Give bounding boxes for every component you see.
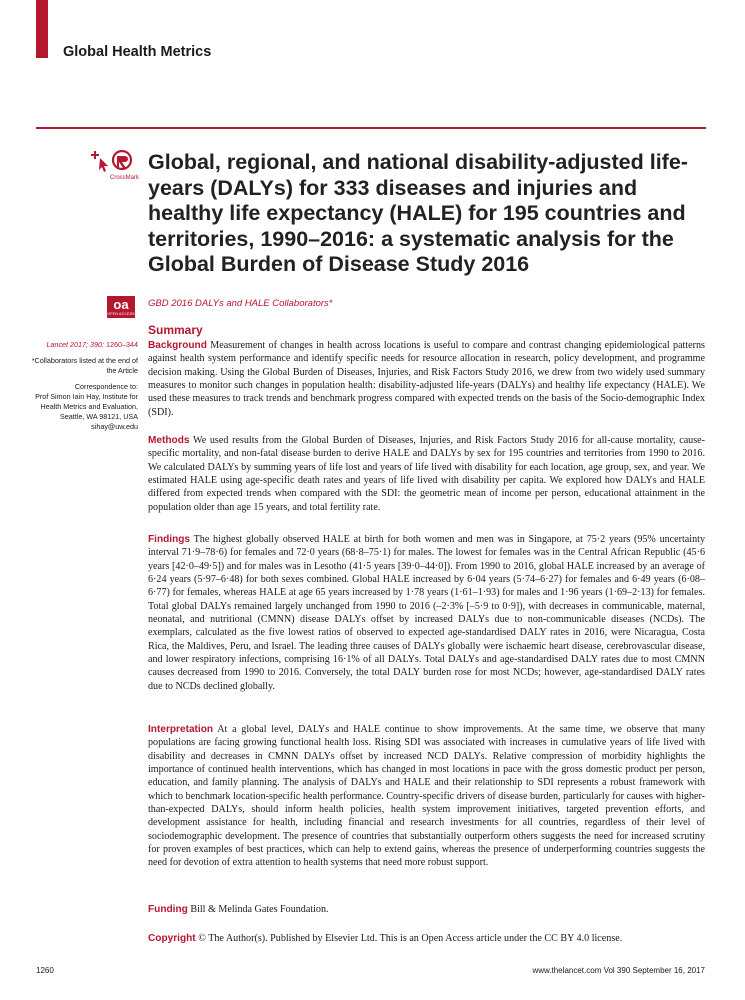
journal-footer[interactable]: www.thelancet.com Vol 390 September 16, 2017: [532, 966, 705, 975]
background-label: Background: [148, 340, 207, 351]
crossmark-label: CrossMark: [110, 175, 140, 181]
findings-paragraph: [148, 533, 705, 693]
funding-text: Bill & Melinda Gates Foundation.: [187, 904, 329, 915]
collaborators-note: *Collaborators listed at the end of the Article: [31, 356, 138, 375]
sidebar-notes: [20, 340, 138, 438]
author-list[interactable]: GBD 2016 DALYs and HALE Collaborators*: [148, 298, 333, 309]
background-text: Measurement of changes in health across locations is useful to compare and contrast changing epidemiological patterns against health system performance and identify specific needs for resource allocation in research, policy development, and programme decision making. Using the Global Burden of Diseases, Injuries, and Risk Factors Study 2016, we drew from two widely used summary measures to monitor such changes in population health: disability-adjusted life-years (DALYs) and healthy life expectancy (HALE). We used these measures to track trends and benchmark progress compared with expected trends on the basis of the Socio-demographic Index (SDI).: [148, 340, 705, 418]
findings-text: The highest globally observed HALE at birth for both women and men was in Singapore, at 75·2 years (95% uncertainty interval 71·9–78·6) for females and 72·0 years (68·8–75·1) for males. The lowest for females was in the Central African Republic (45·6 years [42·0–49·5]) and for males was in Lesotho (41·5 years [39·0–44·0]). From 1990 to 2016, global HALE increased by an average of 6·24 years (5·97–6·48) for both sexes combined. Global HALE increased by 6·04 years (5·74–6·27) for females and 6·49 years (6·08–6·77) for females, whereas HALE at age 65 years increased by 1·78 years (1·61–1·93) for males and 1·96 years (1·69–2·13) for females. Total global DALYs remained largely unchanged from 1990 to 2016 (–2·3% [–5·9 to 0·9]), with decreases in communicable, maternal, neonatal, and nutritional (CMNN) disease DALYs offset by increased DALYs due to non-communicable diseases (NCDs). The exemplars, calculated as the five lowest ratios of observed to expected age-standardised DALY rates in 2016, were Nicaragua, Costa Rica, the Maldives, Peru, and Israel. The leading three causes of DALYs globally were ischaemic heart disease, cerebrovascular disease, and lower respiratory infections, comprising 16·1% of all DALYs. Total DALYs and age-standardised DALY rates due to most CMNN causes decreased from 1990 to 2016. Conversely, the total DALY burden rose for most NCDs; however, age-standardised DALY rates due to NCDs declined globally.: [148, 534, 705, 692]
findings-label: Findings: [148, 534, 191, 545]
interpretation-text: At a global level, DALYs and HALE continue to show improvements. At the same time, we observe that many populations are facing growing functional health loss. Rising SDI was associated with increases in cumulative years of life lived with disability and decreases in CMNN DALYs offset by increased NCD DALYs. Relative compression of morbidity highlights the importance of continued health interventions, which has changed in most locations in pace with the gross domestic product per person, education, and family planning. The analysis of DALYs and HALE and their relationship to SDI represents a robust framework with which to benchmark location-specific health performance. Country-specific drivers of disease burden, particularly for causes with higher-than-expected DALYs, should inform health policies, health system improvement initiatives, targeted prevention efforts, and development assistance for health, including financial and research investments for all countries, regardless of their level of sociodemographic development. The presence of countries that substantially outperform others suggests the need for increased scrutiny for proven examples of best practices, which can help to extend gains, whereas the presence of underperforming countries suggests the need for devotion of extra attention to health systems that need more robust support.: [148, 724, 705, 869]
citation-pages: 1260–344: [106, 340, 138, 349]
correspondence-label: Correspondence to:: [74, 382, 138, 391]
interpretation-label: Interpretation: [148, 724, 214, 735]
correspondence-address: Prof Simon Iain Hay, Institute for Health Metrics and Evaluation, Seattle, WA 98121, USA: [35, 392, 138, 421]
interpretation-paragraph: [148, 723, 705, 870]
section-label: Global Health Metrics: [63, 44, 212, 60]
methods-label: Methods: [148, 435, 190, 446]
copyright-paragraph: [148, 932, 705, 945]
methods-text: We used results from the Global Burden of Diseases, Injuries, and Risk Factors Study 2016 for all-cause mortality, cause-specific mortality, and non-fatal disease burden to derive HALE and DALYs by sex for 195 countries and territories from 1990 to 2016. We calculated DALYs by summing years of life lost and years of life lived with disability for each location, age group, sex, and year. We estimated HALE using age-specific death rates and years of life lived with disability per capita. We explored how DALYs and HALE differed from expected trends when compared with the SDI: the geometric mean of income per person, educational attainment in the population older than age 15 years, and total fertility rate.: [148, 435, 705, 513]
section-color-bar: [36, 0, 48, 58]
correspondence: [20, 382, 138, 432]
citation-journal: Lancet 2017; 390:: [46, 340, 107, 349]
citation: [20, 340, 138, 350]
copyright-text: © The Author(s). Published by Elsevier Ltd. This is an Open Access article under the CC BY 4.0 license.: [195, 933, 623, 944]
page-number: 1260: [36, 966, 54, 975]
header-divider: [36, 127, 706, 129]
article-title: Global, regional, and national disability-adjusted life-years (DALYs) for 333 diseases and injuries and healthy life expectancy (HALE) for 195 countries and territories, 1990–2016: a systematic analysis for the Global Burden of Disease Study 2016: [148, 150, 688, 276]
background-paragraph: [148, 339, 705, 419]
copyright-label: Copyright: [148, 933, 196, 944]
methods-paragraph: [148, 434, 705, 514]
open-access-logo-text: oa: [113, 297, 129, 312]
funding-label: Funding: [148, 904, 188, 915]
summary-heading: Summary: [148, 323, 203, 337]
open-access-logo-subtext: OPEN ACCESS: [107, 312, 135, 316]
funding-paragraph: [148, 903, 705, 916]
correspondence-email[interactable]: sihay@uw.edu: [91, 422, 138, 431]
